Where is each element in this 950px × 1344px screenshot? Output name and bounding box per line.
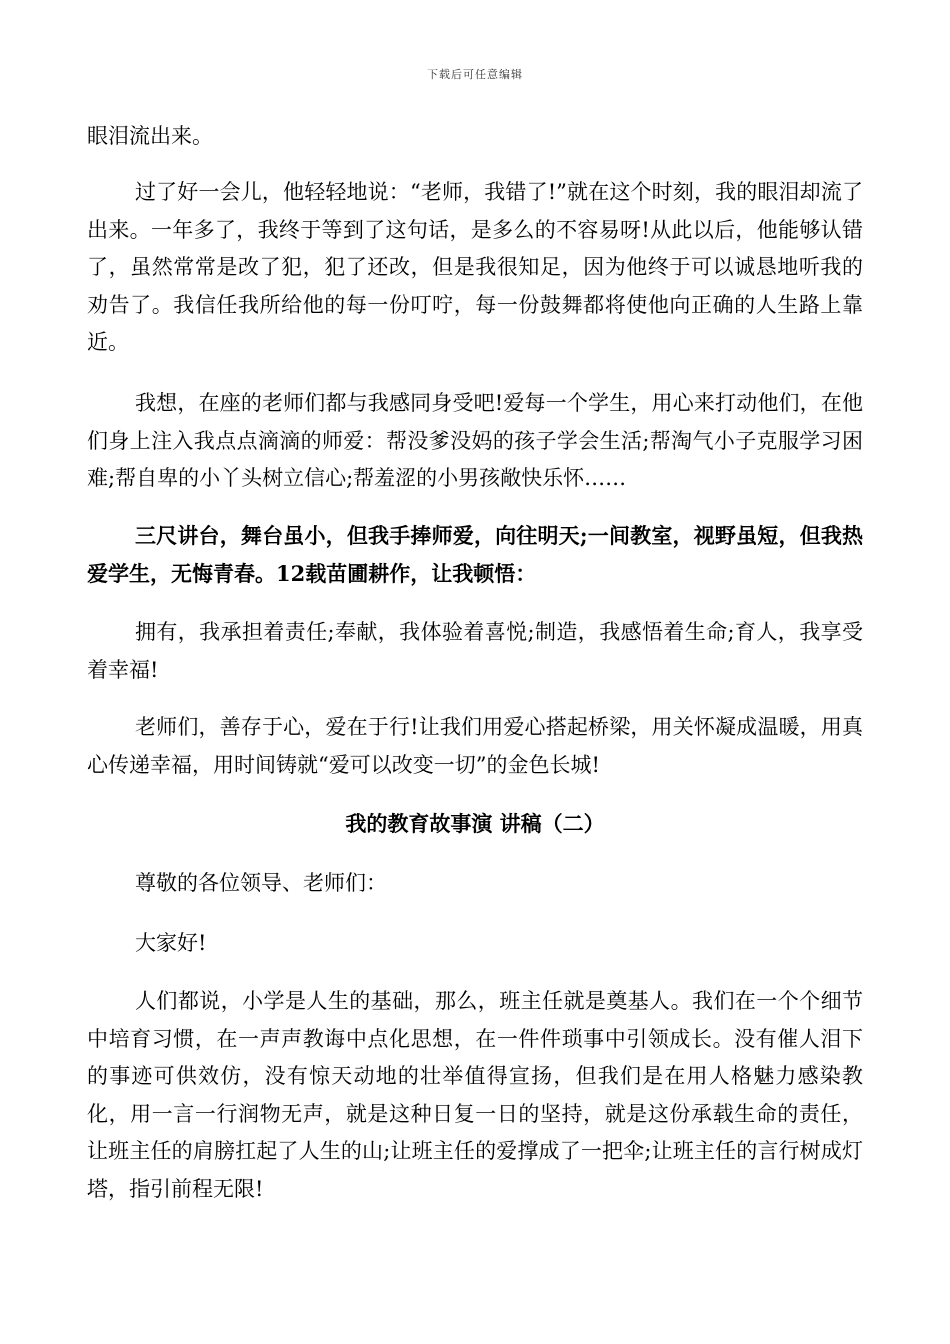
- hello-line: 大家好!: [135, 931, 207, 955]
- greeting-line: 尊敬的各位领导、老师们：: [135, 871, 387, 895]
- paragraph-4-bold: 三尺讲台，舞台虽小，但我手捧师爱，向往明天;一间教室，视野虽短，但我热爱学生，无悔青春。12载苗圃耕作，让我顿悟：: [87, 523, 863, 586]
- page-header: 下载后可任意编辑: [427, 68, 523, 81]
- paragraph-5: 拥有，我承担着责任;奉献，我体验着喜悦;制造，我感悟着生命;育人，我享受着幸福!: [87, 620, 863, 682]
- section-title: 我的教育故事演 讲稿（二）: [345, 811, 605, 836]
- paragraph-6: 老师们，善存于心，爱在于行!让我们用爱心搭起桥梁，用关怀凝成温暖，用真心传递幸福，用时间铸就“爱可以改变一切”的金色长城!: [87, 715, 863, 777]
- paragraph-1: 眼泪流出来。: [87, 124, 213, 148]
- paragraph-body: 人们都说，小学是人生的基础，那么，班主任就是奠基人。我们在一个个细节中培育习惯，在一声声教诲中点化思想，在一件件琐事中引领成长。没有催人泪下的事迹可供效仿，没有惊天动地的壮举值得宣扬，但我们是在用人格魅力感染教化，用一言一行润物无声，就是这种日复一日的坚持，就是这份承载生命的责任，让班主任的肩膀扛起了人生的山;让班主任的爱撑成了一把伞;让班主任的言行树成灯塔，指引前程无限!: [87, 989, 863, 1201]
- paragraph-2: 过了好一会儿，他轻轻地说：“老师，我错了!”就在这个时刻，我的眼泪却流了出来。一年多了，我终于等到了这句话，是多么的不容易呀!从此以后，他能够认错了，虽然常常是改了犯，犯了还改，但是我很知足，因为他终于可以诚恳地听我的劝告了。我信任我所给他的每一份叮咛，每一份鼓舞都将使他向正确的人生路上靠近。: [87, 180, 863, 354]
- paragraph-3: 我想，在座的老师们都与我感同身受吧!爱每一个学生，用心来打动他们，在他们身上注入我点点滴滴的师爱：帮没爹没妈的孩子学会生活;帮淘气小子克服学习困难;帮自卑的小丫头树立信心;帮羞涩的小男孩敞快乐怀……: [87, 391, 863, 490]
